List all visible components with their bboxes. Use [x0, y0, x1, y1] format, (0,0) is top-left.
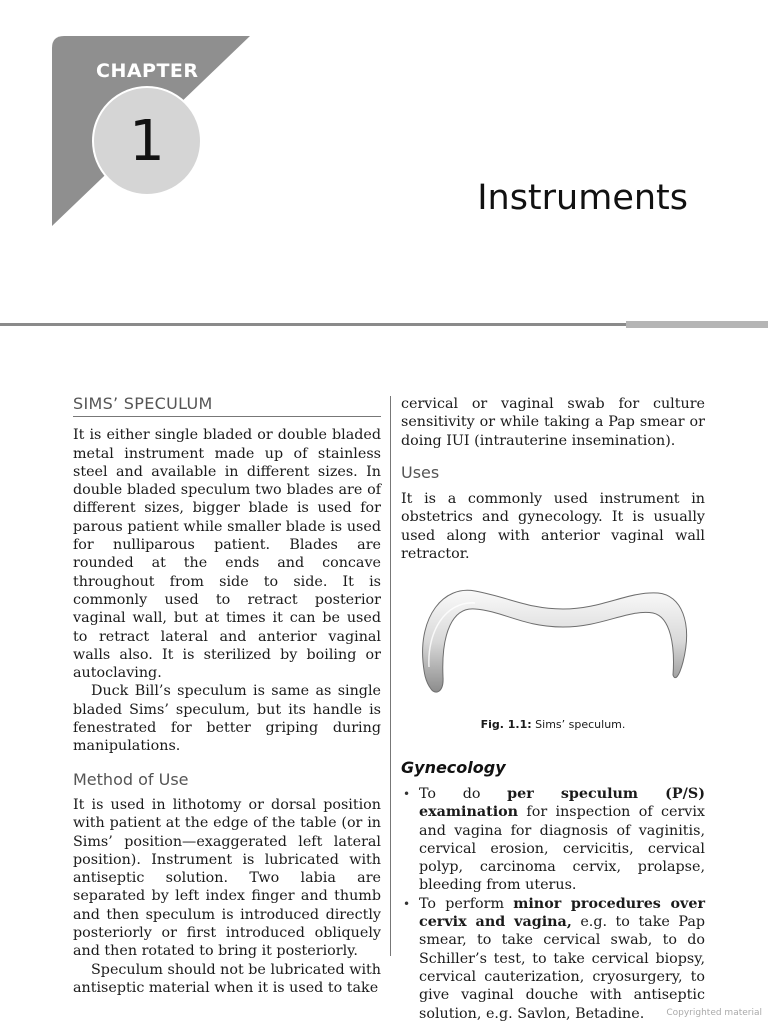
bullet-bold: minor procedures over cervix and vagina,	[419, 895, 705, 931]
section-heading-gynecology: Gynecology	[401, 757, 506, 777]
bullet-text: To do	[419, 785, 508, 802]
chapter-number: 1	[92, 86, 202, 196]
figure-label: Fig. 1.1:	[480, 718, 532, 732]
column-divider	[390, 396, 391, 956]
paragraph-lubrication: Speculum should not be lubricated with antiseptic material when it is used to take	[73, 961, 381, 996]
bullet-text: e.g. to take Pap smear, to take cervical swab, to do Schiller’s test, to take cervical biopsy, cervical cauterization, cryosurgery, to give vaginal douche with antiseptic solution, e.g. Savlon, Betadine.	[419, 914, 706, 1022]
paragraph-sims-description: It is either single bladed or double bladed metal instrument made up of stainless steel and available in different sizes. In double bladed speculum two blades are of different sizes, bigger blade is used for parous patient while smaller blade is used for nulliparous patient. Blades are rounded at the ends and concave throughout from side to side. It is commonly used to retract posterior vaginal wall, but at times it can be used to retract lateral and anterior vaginal walls also. It is sterilized by boiling or autoclaving.	[73, 427, 381, 682]
gynecology-list	[401, 785, 705, 1023]
bullet-bold: per speculum (P/S) examination	[419, 785, 705, 821]
copyright-watermark: Copyrighted material	[666, 1008, 762, 1018]
chapter-label: CHAPTER	[96, 60, 199, 82]
figure-caption	[401, 716, 705, 734]
header-rule	[0, 323, 626, 326]
list-item	[401, 895, 705, 1023]
right-column	[401, 395, 705, 1023]
paragraph-method: It is used in lithotomy or dorsal position with patient at the edge of the table (or in Sims’ position—exaggerated left lateral position). Instrument is lubricated with antiseptic solution. Two labia are separated by left index finger and thumb and then speculum is introduced directly posteriorly or first introduced obliquely and then rotated to bring it posteriorly.	[73, 796, 381, 960]
figure-sims-speculum	[401, 577, 705, 712]
bullet-text: for inspection of cervix and vagina for diagnosis of vaginitis, cervical erosion, cervicitis, cervical polyp, carcinoma cervix, prolapse, bleeding from uterus.	[419, 804, 705, 894]
figure-caption-text: Sims’ speculum.	[535, 718, 626, 732]
bullet-text: To perform	[419, 895, 514, 912]
section-heading-method-of-use: Method of Use	[73, 769, 189, 789]
chapter-title: Instruments	[477, 178, 688, 218]
section-heading-uses: Uses	[401, 462, 440, 482]
paragraph-duck-bill: Duck Bill’s speculum is same as single bladed Sims’ speculum, but its handle is fenestrated for better griping during manipulations.	[73, 683, 381, 755]
section-heading-sims-speculum: SIMS’ SPECULUM	[73, 395, 381, 417]
paragraph-uses: It is a commonly used instrument in obstetrics and gynecology. It is usually used along with anterior vaginal wall retractor.	[401, 491, 705, 563]
sims-speculum-illustration	[413, 577, 693, 712]
list-item	[401, 785, 705, 895]
header-rule-accent	[626, 321, 768, 328]
paragraph-continuation: cervical or vaginal swab for culture sensitivity or while taking a Pap smear or doing IUI (intrauterine insemination).	[401, 396, 705, 449]
left-column	[73, 395, 381, 997]
